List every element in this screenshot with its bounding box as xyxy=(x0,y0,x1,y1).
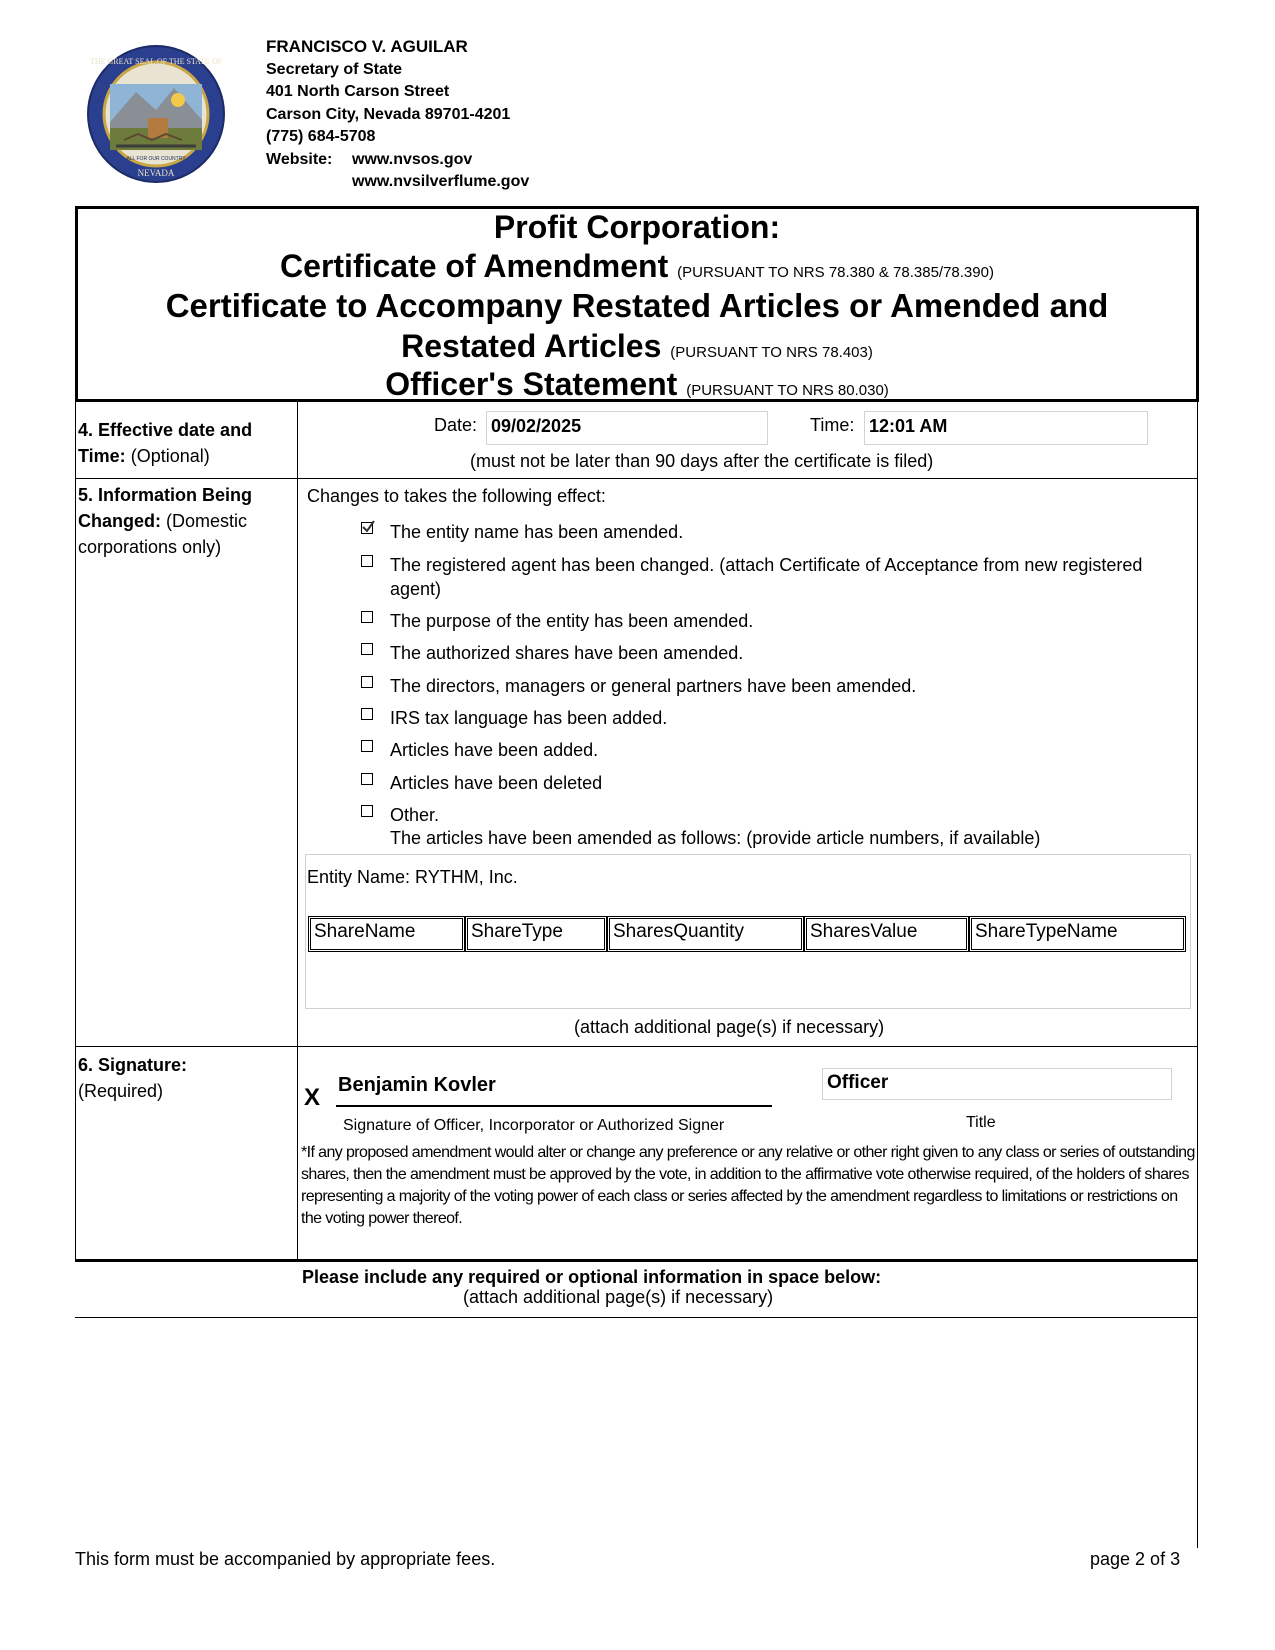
date-label: Date: xyxy=(434,415,478,435)
signature-caption: Signature of Officer, Incorporator or Authorized Signer xyxy=(343,1117,725,1134)
time-label: Time: xyxy=(810,415,855,435)
checkbox-entity-name[interactable] xyxy=(361,522,373,534)
effective-date-field[interactable]: 09/02/2025 xyxy=(486,411,768,445)
amendment-instructions: The articles have been amended as follows: (provide article numbers, if available) xyxy=(390,828,1041,848)
title-line-1: Profit Corporation: xyxy=(493,209,781,245)
amendment-text-area[interactable] xyxy=(305,854,1191,1009)
address-street: 401 North Carson Street xyxy=(266,83,450,100)
website-link-nvsos[interactable]: www.nvsos.gov xyxy=(352,151,473,168)
checkbox-articles-added[interactable] xyxy=(361,740,373,752)
extra-info-area[interactable] xyxy=(76,1320,1196,1540)
entity-name-text: Entity Name: RYTHM, Inc. xyxy=(307,867,518,887)
checkbox-other[interactable] xyxy=(361,805,373,817)
option-entity-name: The entity name has been amended. xyxy=(390,522,684,542)
checkbox-registered-agent[interactable] xyxy=(361,555,373,567)
checkbox-irs-language[interactable] xyxy=(361,708,373,720)
label-column-divider xyxy=(297,402,298,1260)
secretary-name: FRANCISCO V. AGUILAR xyxy=(266,37,468,56)
option-irs-language: IRS tax language has been added. xyxy=(390,708,668,728)
page-number: page 2 of 3 xyxy=(1090,1549,1181,1569)
section-4-label: 4. Effective date and Time: (Optional) xyxy=(78,420,253,466)
title-line-5: Officer's Statement (PURSUANT TO NRS 80.030) xyxy=(385,366,889,402)
title-line-3: Certificate to Accompany Restated Articles or Amended and xyxy=(165,287,1109,324)
title-line-2: Certificate of Amendment (PURSUANT TO NRS 78.380 & 78.385/78.390) xyxy=(280,248,994,284)
row-divider-5-6 xyxy=(75,1046,1198,1047)
option-registered-agent: The registered agent has been changed. (attach Certificate of Acceptance from new registered agent) xyxy=(390,555,1143,599)
website-link-silverflume[interactable]: www.nvsilverflume.gov xyxy=(352,173,530,190)
date-limit-note: (must not be later than 90 days after the certificate is filed) xyxy=(470,451,934,471)
signature-x-mark: X xyxy=(304,1084,321,1111)
option-authorized-shares: The authorized shares have been amended. xyxy=(390,643,744,663)
fees-notice: This form must be accompanied by appropriate fees. xyxy=(75,1549,496,1569)
share-header-name: ShareName xyxy=(308,916,465,952)
checkbox-authorized-shares[interactable] xyxy=(361,643,373,655)
share-header-value: SharesValue xyxy=(804,916,969,952)
changes-intro: Changes to takes the following effect: xyxy=(307,486,606,506)
extra-info-note: (attach additional page(s) if necessary) xyxy=(463,1287,774,1307)
option-purpose: The purpose of the entity has been amended. xyxy=(390,611,754,631)
website-label: Website: xyxy=(266,151,333,168)
nevada-state-seal-icon xyxy=(86,44,226,184)
share-header-quantity: SharesQuantity xyxy=(607,916,804,952)
share-header-type-name: ShareTypeName xyxy=(969,916,1186,952)
title-caption: Title xyxy=(966,1114,996,1131)
title-line-5-ref: (PURSUANT TO NRS 80.030) xyxy=(686,382,889,399)
share-header-type: ShareType xyxy=(465,916,607,952)
table-left-border xyxy=(75,402,76,1260)
secretary-office: Secretary of State xyxy=(266,61,403,78)
checkbox-purpose[interactable] xyxy=(361,611,373,623)
checkbox-directors[interactable] xyxy=(361,676,373,688)
address-city: Carson City, Nevada 89701-4201 xyxy=(266,106,511,123)
extra-info-heading: Please include any required or optional information in space below: xyxy=(302,1267,882,1287)
table-right-border xyxy=(1197,402,1198,1548)
title-line-4: Restated Articles (PURSUANT TO NRS 78.403) xyxy=(401,328,873,364)
phone-number: (775) 684-5708 xyxy=(266,128,376,145)
option-articles-added: Articles have been added. xyxy=(390,740,599,760)
extra-section-divider xyxy=(75,1317,1198,1318)
row-divider-6-extra xyxy=(75,1259,1198,1262)
amendment-footnote: *If any proposed amendment would alter or change any preference or any relative or other right given to any class or series of outstanding shares, then the amendment must be approved by the vote, in addition to the affirmative vote otherwise required, of the holders of shares representing a majority of the voting power of each class or series affected by the amendment regardless to limitations or restrictions on the voting power thereof. xyxy=(301,1144,1195,1227)
svg-text:THE GREAT SEAL OF THE STATE OF: THE GREAT SEAL OF THE STATE OF xyxy=(89,57,223,66)
svg-text:NEVADA: NEVADA xyxy=(137,168,175,178)
attach-pages-note: (attach additional page(s) if necessary) xyxy=(574,1017,885,1037)
option-directors: The directors, managers or general partners have been amended. xyxy=(390,676,917,696)
checkbox-articles-deleted[interactable] xyxy=(361,773,373,785)
effective-time-field[interactable]: 12:01 AM xyxy=(864,411,1148,445)
form-title-box xyxy=(75,206,1199,402)
checkmark-icon xyxy=(361,520,375,534)
signature-line xyxy=(336,1105,772,1107)
svg-text:ALL FOR OUR COUNTRY: ALL FOR OUR COUNTRY xyxy=(126,156,186,162)
signer-title-field[interactable]: Officer xyxy=(822,1068,1172,1100)
option-articles-deleted: Articles have been deleted xyxy=(390,773,603,793)
section-6-label: 6. Signature: (Required) xyxy=(78,1055,188,1101)
row-divider-4-5 xyxy=(75,478,1198,479)
section-5-label: 5. Information Being Changed: (Domestic corporations only) xyxy=(78,485,253,557)
option-other: Other. xyxy=(390,805,440,825)
title-line-2-ref: (PURSUANT TO NRS 78.380 & 78.385/78.390) xyxy=(677,264,994,281)
signature-name[interactable]: Benjamin Kovler xyxy=(338,1074,496,1096)
title-line-4-ref: (PURSUANT TO NRS 78.403) xyxy=(670,344,873,361)
